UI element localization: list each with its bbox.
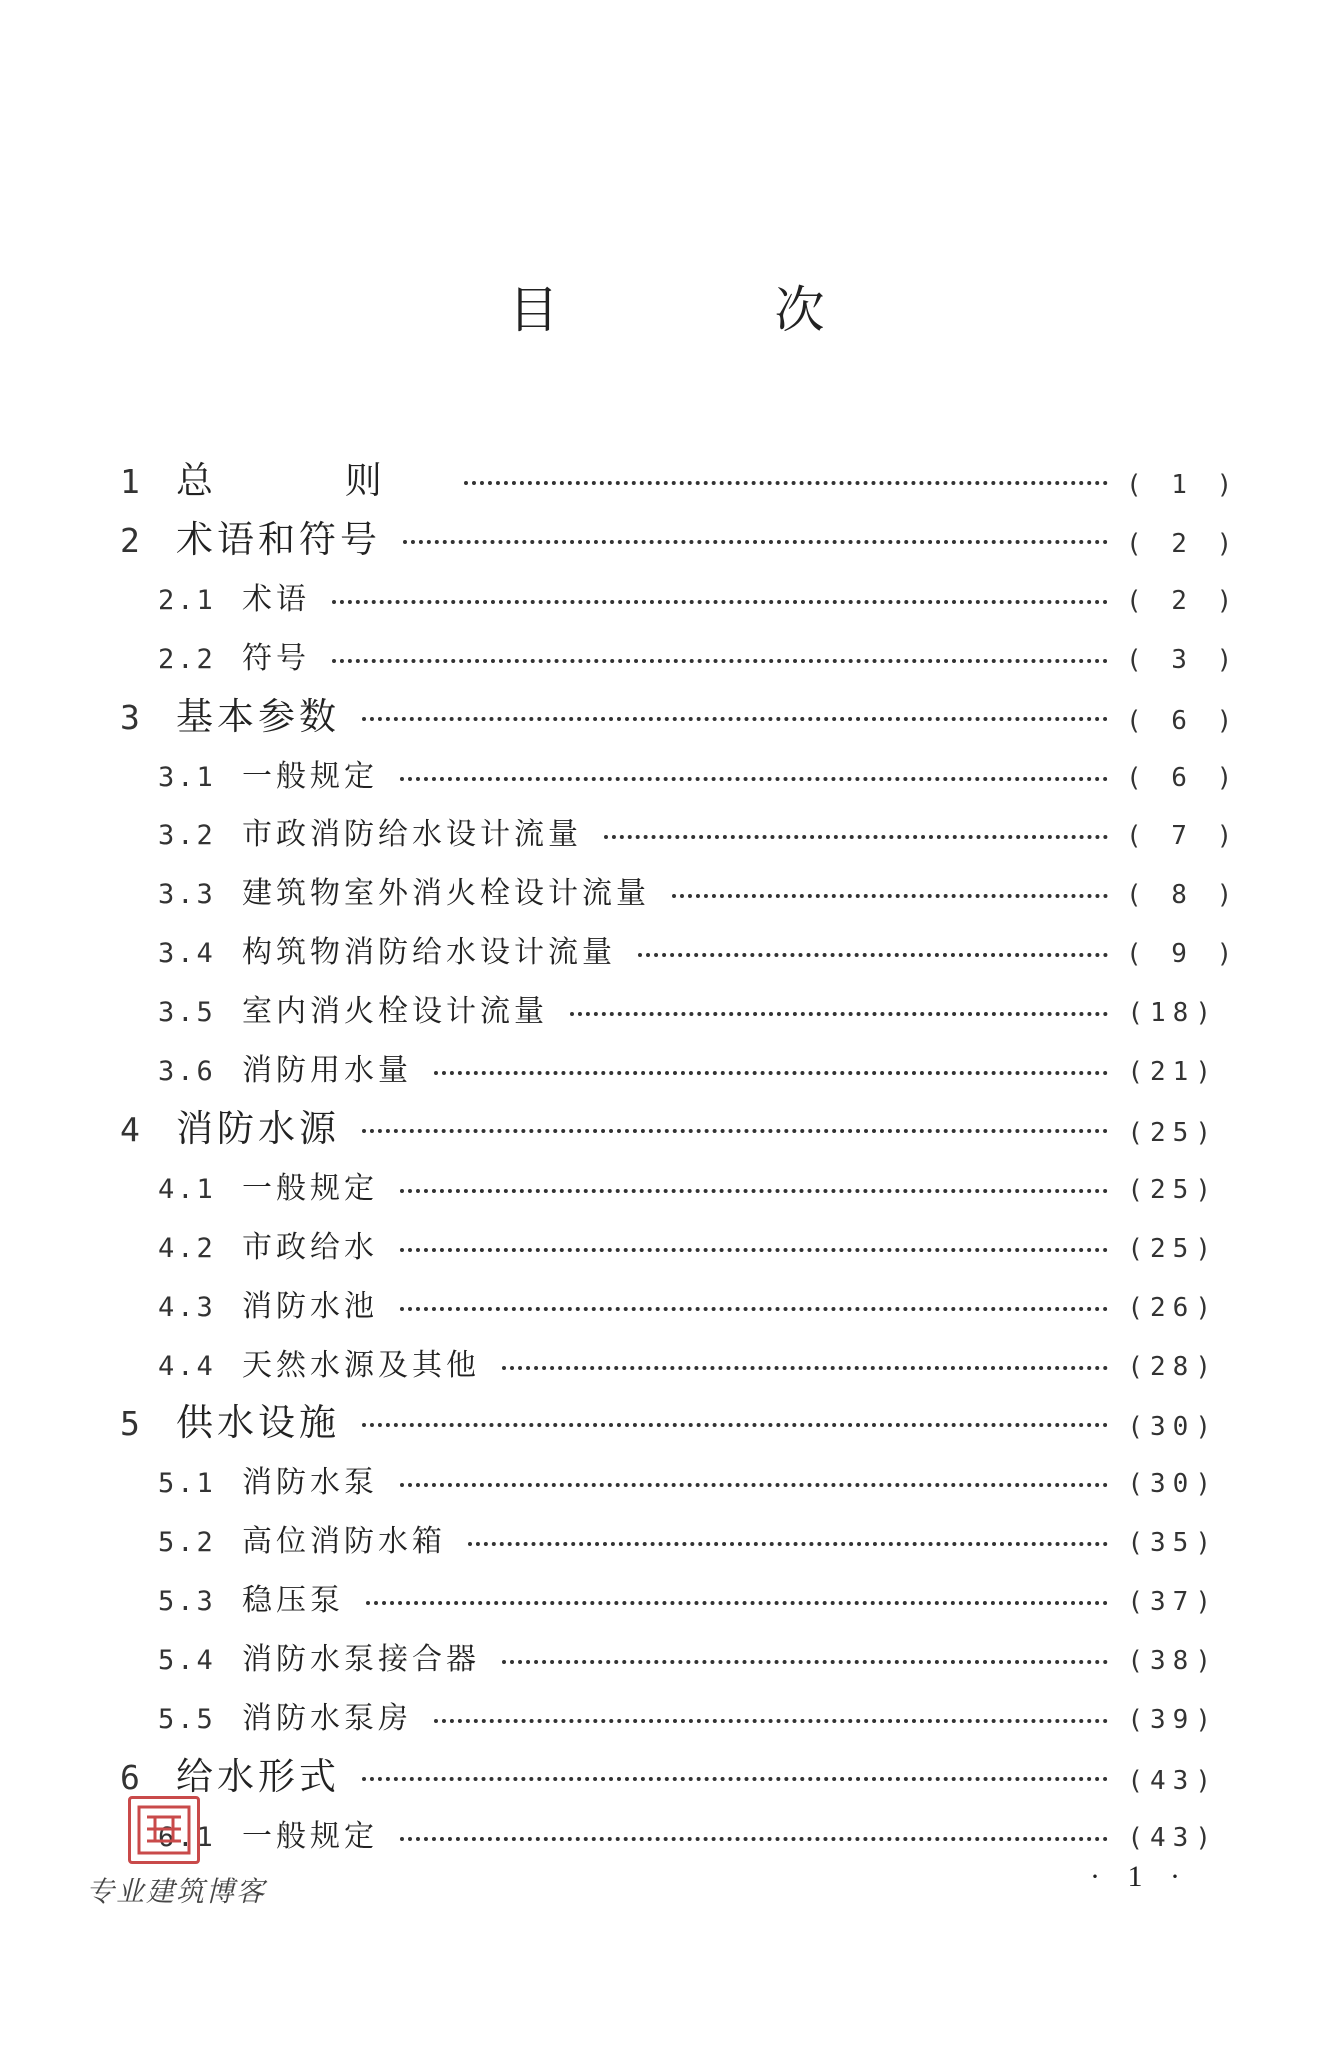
toc-label: 术语 [242,582,310,617]
toc-number: 3.4 [158,938,216,969]
toc-number: 6 [120,1758,140,1797]
dot-leader [332,659,1108,663]
toc-label: 消防水源 [176,1107,340,1150]
toc-label: 市政给水 [242,1230,378,1265]
toc-label: 构筑物消防给水设计流量 [242,935,616,970]
dot-leader [332,600,1108,604]
toc-number: 4.1 [158,1174,216,1205]
toc-number: 5.2 [158,1527,216,1558]
dot-leader [672,894,1108,898]
dot-leader [468,1542,1108,1546]
toc-page-number: ( 3 ) [1126,645,1240,675]
dot-leader [362,717,1108,721]
toc-section-row [158,574,1240,618]
watermark-text: 专业建筑博客 [86,1875,267,1908]
toc-label: 术语和符号 [176,518,381,561]
dot-leader [362,1423,1108,1427]
toc-section-row [158,1045,1218,1089]
toc-label: 消防水池 [242,1289,378,1324]
toc-number: 4.3 [158,1292,216,1323]
toc-chapter-row [120,1098,1218,1152]
toc-label: 符号 [242,641,310,676]
toc-page-number: (25) [1127,1234,1218,1264]
toc-label: 市政消防给水设计流量 [242,817,582,852]
dot-leader [434,1071,1108,1075]
toc-label: 高位消防水箱 [242,1524,446,1559]
toc-page-number: ( 6 ) [1126,706,1240,736]
toc-number: 6.1 [158,1822,216,1853]
toc-page-number: (30) [1127,1412,1218,1442]
toc-label: 基本参数 [176,695,340,738]
toc-label: 消防水泵房 [242,1701,412,1736]
dot-leader [362,1777,1108,1781]
toc-number: 4.2 [158,1233,216,1264]
toc-number: 3.1 [158,762,216,793]
toc-section-row [158,1634,1218,1678]
toc-section-row [158,1693,1218,1737]
toc-section-row [158,1516,1218,1560]
dot-leader [502,1366,1108,1370]
toc-page-number: (43) [1127,1823,1218,1853]
dot-leader [400,1189,1108,1193]
dot-leader [502,1660,1108,1664]
toc-page-number: (35) [1127,1528,1218,1558]
toc-number: 1 [120,462,140,501]
toc-page-number: (18) [1127,998,1218,1028]
toc-label: 一般规定 [242,1819,378,1854]
toc-page-number: (37) [1127,1587,1218,1617]
toc-page-number: (28) [1127,1352,1218,1382]
toc-page-number: (30) [1127,1469,1218,1499]
toc-label: 天然水源及其他 [242,1348,480,1383]
toc-page-number: ( 2 ) [1126,586,1240,616]
toc-number: 5.4 [158,1645,216,1676]
toc-label: 消防水泵 [242,1465,378,1500]
page-title: 目 次 [508,281,925,339]
toc-section-row [158,1281,1218,1325]
toc-page-number: (21) [1127,1057,1218,1087]
toc-page-number: (25) [1127,1118,1218,1148]
toc-number: 3.3 [158,879,216,910]
toc-number: 4 [120,1110,140,1149]
toc-number: 3.6 [158,1056,216,1087]
dot-leader [464,481,1108,485]
dot-leader [403,540,1108,544]
toc-section-row [158,751,1240,795]
toc-label: 消防水泵接合器 [242,1642,480,1677]
toc-chapter-row [120,509,1240,563]
toc-chapter-row [120,1746,1218,1800]
toc-number: 5.3 [158,1586,216,1617]
toc-label: 一般规定 [242,1171,378,1206]
toc-label: 建筑物室外消火栓设计流量 [242,876,650,911]
dot-leader [638,953,1108,957]
toc-page-number: ( 8 ) [1126,880,1240,910]
toc-section-row [158,927,1240,971]
dot-leader [366,1601,1108,1605]
toc-section-row [158,986,1218,1030]
toc-number: 4.4 [158,1351,216,1382]
dot-leader [434,1719,1108,1723]
toc-number: 3 [120,698,140,737]
dot-leader [400,1248,1108,1252]
toc-section-row [158,809,1240,853]
page-number: · 1 · [1090,1860,1190,1893]
dot-leader [604,835,1108,839]
dot-leader [362,1129,1108,1133]
toc-page-number: (25) [1127,1175,1218,1205]
toc-section-row [158,1457,1218,1501]
toc-label: 室内消火栓设计流量 [242,994,548,1029]
toc-number: 5 [120,1404,140,1443]
toc-page-number: ( 1 ) [1126,470,1240,500]
toc-label: 总 则 [176,459,442,502]
toc-section-row [158,1163,1218,1207]
toc-label: 稳压泵 [242,1583,344,1618]
toc-label: 一般规定 [242,759,378,794]
toc-page-number: (26) [1127,1293,1218,1323]
toc-page-number: (43) [1127,1766,1218,1796]
toc-number: 2 [120,521,140,560]
toc-page-number: ( 9 ) [1126,939,1240,969]
toc-number: 5.1 [158,1468,216,1499]
dot-leader [570,1012,1108,1016]
toc-page-number: (38) [1127,1646,1218,1676]
toc-section-row [158,1340,1218,1384]
toc-number: 2.1 [158,585,216,616]
toc-chapter-row [120,686,1240,740]
toc-number: 5.5 [158,1704,216,1735]
dot-leader [400,1483,1108,1487]
toc-number: 3.2 [158,820,216,851]
dot-leader [400,1837,1108,1841]
toc-label: 供水设施 [176,1401,340,1444]
toc-chapter-row [120,450,1240,504]
toc-page-number: ( 7 ) [1126,821,1240,851]
toc-number: 2.2 [158,644,216,675]
toc-section-row [158,1575,1218,1619]
toc-label: 给水形式 [176,1755,340,1798]
dot-leader [400,1307,1108,1311]
toc-label: 消防用水量 [242,1053,412,1088]
seal-stamp-icon [128,1796,200,1864]
toc-page-number: ( 2 ) [1126,529,1240,559]
toc-section-row [158,868,1240,912]
toc-page-number: (39) [1127,1705,1218,1735]
toc-number: 3.5 [158,997,216,1028]
toc-page-number: ( 6 ) [1126,763,1240,793]
toc-section-row [158,633,1240,677]
toc-section-row [158,1811,1218,1855]
toc-chapter-row [120,1392,1218,1446]
toc-section-row [158,1222,1218,1266]
dot-leader [400,777,1108,781]
